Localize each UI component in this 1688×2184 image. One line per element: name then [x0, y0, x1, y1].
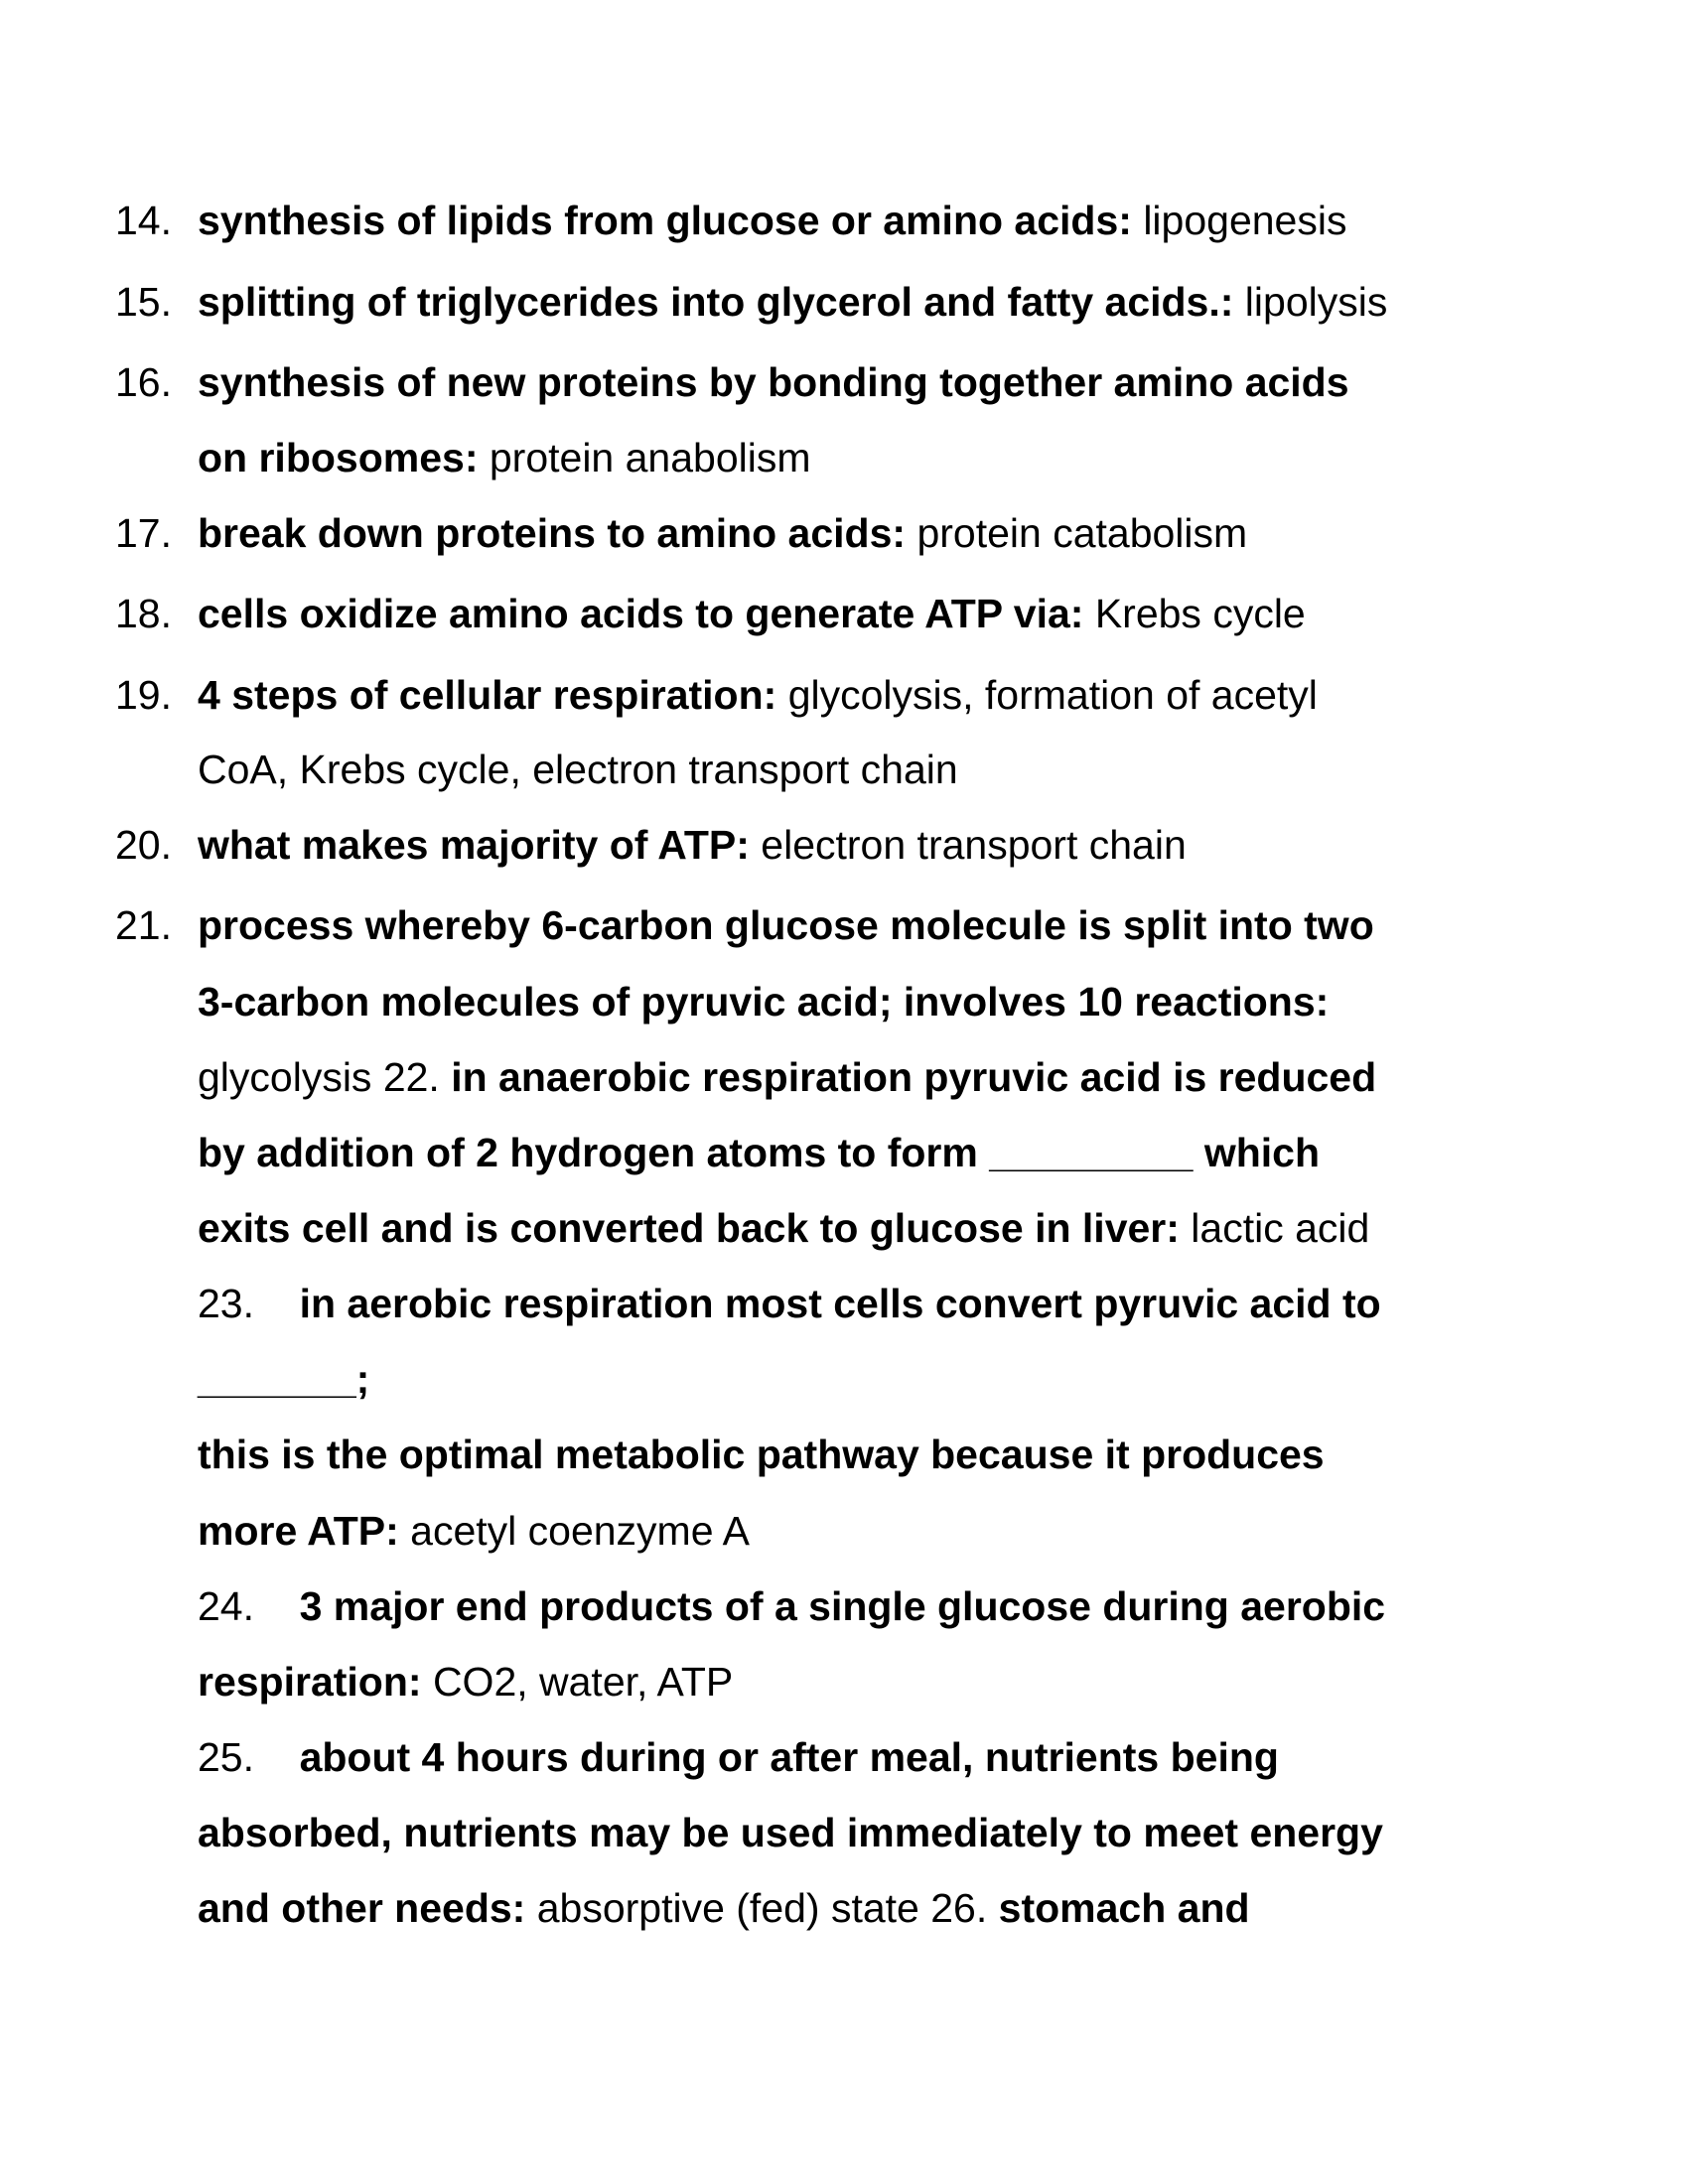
- item-number: 16.: [115, 359, 172, 405]
- text-line: [198, 746, 958, 793]
- answer-text: 23.: [198, 1281, 300, 1326]
- item-number: 19.: [115, 672, 172, 718]
- text-line: [198, 197, 1346, 244]
- text-line: [198, 1733, 1279, 1781]
- question-text: in anaerobic respiration pyruvic acid is reduced: [451, 1054, 1377, 1100]
- answer-text: glycolysis, formation of acetyl: [776, 672, 1318, 718]
- question-text: break down proteins to amino acids:: [198, 510, 907, 556]
- text-line: [198, 1582, 1385, 1630]
- text-line: [198, 1809, 1383, 1856]
- question-text: stomach and: [998, 1885, 1250, 1931]
- question-text: what makes majority of ATP:: [198, 822, 750, 868]
- text-line: [198, 901, 1374, 949]
- question-text: exits cell and is converted back to glucose in liver:: [198, 1205, 1180, 1251]
- item-number: 14.: [115, 198, 172, 243]
- answer-text: protein catabolism: [906, 510, 1248, 556]
- text-line: [198, 1204, 1369, 1252]
- text-line: [198, 978, 1329, 1025]
- item-number: 15.: [115, 279, 172, 325]
- answer-text: acetyl coenzyme A: [398, 1508, 750, 1554]
- question-text: about 4 hours during or after meal, nutrients being: [299, 1734, 1279, 1780]
- item-number: 20.: [115, 822, 172, 868]
- text-line: [198, 434, 811, 481]
- question-text: synthesis of lipids from glucose or amino acids:: [198, 198, 1132, 243]
- answer-text: CO2, water, ATP: [421, 1659, 734, 1705]
- answer-text: lipolysis: [1233, 279, 1388, 325]
- text-line: [198, 278, 1387, 326]
- question-text: more ATP:: [198, 1508, 399, 1554]
- question-text: on ribosomes:: [198, 435, 479, 480]
- text-line: [198, 590, 1306, 637]
- question-text: absorbed, nutrients may be used immediately to meet energy: [198, 1810, 1383, 1855]
- text-line: [198, 1355, 369, 1403]
- item-number: 21.: [115, 902, 172, 948]
- question-text: and other needs:: [198, 1885, 526, 1931]
- text-line: [198, 1431, 1325, 1478]
- text-line: [198, 358, 1349, 406]
- text-line: [198, 1658, 733, 1706]
- text-line: [198, 509, 1247, 557]
- answer-text: lactic acid: [1179, 1205, 1370, 1251]
- question-text: splitting of triglycerides into glycerol and fatty acids.:: [198, 279, 1234, 325]
- question-text: synthesis of new proteins by bonding together amino acids: [198, 359, 1349, 405]
- answer-text: CoA, Krebs cycle, electron transport chain: [198, 747, 958, 792]
- text-line: [198, 671, 1318, 719]
- item-number: 17.: [115, 510, 172, 556]
- text-line: [198, 1129, 1320, 1176]
- item-number: 18.: [115, 591, 172, 636]
- answer-text: absorptive (fed) state 26.: [525, 1885, 999, 1931]
- question-text: this is the optimal metabolic pathway because it produces: [198, 1432, 1325, 1477]
- answer-text: protein anabolism: [478, 435, 811, 480]
- answer-text: glycolysis 22.: [198, 1054, 452, 1100]
- question-text: by addition of 2 hydrogen atoms to form _________ which: [198, 1130, 1321, 1175]
- text-line: [198, 821, 1187, 869]
- answer-text: lipogenesis: [1131, 198, 1347, 243]
- text-line: [198, 1507, 750, 1555]
- question-text: _______;: [198, 1356, 370, 1402]
- question-text: 4 steps of cellular respiration:: [198, 672, 777, 718]
- answer-text: 24.: [198, 1583, 300, 1629]
- question-text: 3-carbon molecules of pyruvic acid; involves 10 reactions:: [198, 979, 1330, 1024]
- text-line: [198, 1884, 1250, 1932]
- question-text: respiration:: [198, 1659, 422, 1705]
- answer-text: 25.: [198, 1734, 300, 1780]
- answer-text: Krebs cycle: [1083, 591, 1306, 636]
- question-text: in aerobic respiration most cells convert pyruvic acid to: [299, 1281, 1381, 1326]
- question-text: cells oxidize amino acids to generate ATP via:: [198, 591, 1084, 636]
- text-line: [198, 1280, 1381, 1327]
- answer-text: electron transport chain: [749, 822, 1187, 868]
- text-line: [198, 1053, 1376, 1101]
- question-text: 3 major end products of a single glucose during aerobic: [299, 1583, 1386, 1629]
- question-text: process whereby 6-carbon glucose molecule is split into two: [198, 902, 1374, 948]
